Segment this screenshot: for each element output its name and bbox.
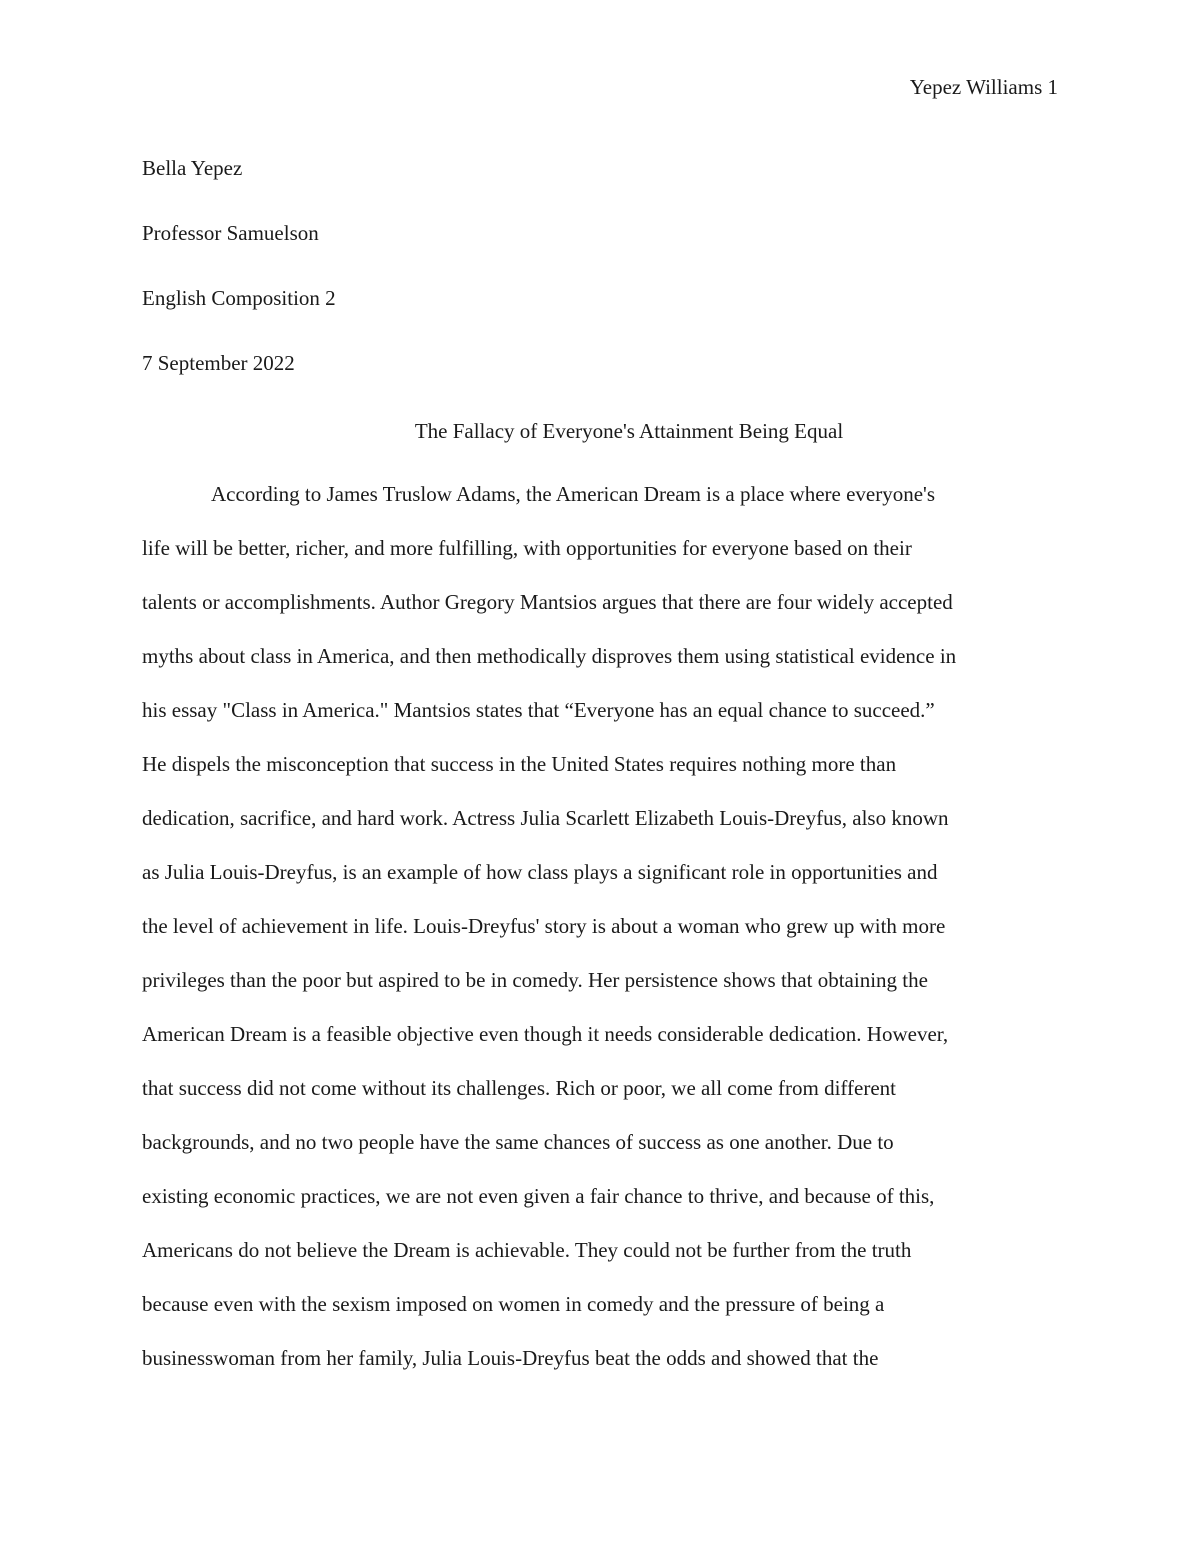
body-line: the level of achievement in life. Louis-Dreyfus' story is about a woman who grew up with more bbox=[142, 914, 946, 938]
student-name: Bella Yepez bbox=[142, 156, 243, 180]
body-line: He dispels the misconception that success in the United States requires nothing more than bbox=[142, 752, 897, 776]
body-line: existing economic practices, we are not even given a fair chance to thrive, and because of this, bbox=[142, 1184, 935, 1208]
body-line: According to James Truslow Adams, the American Dream is a place where everyone's bbox=[211, 482, 936, 506]
body-line: backgrounds, and no two people have the same chances of success as one another. Due to bbox=[142, 1130, 894, 1154]
body-line: as Julia Louis-Dreyfus, is an example of how class plays a significant role in opportunities and bbox=[142, 860, 938, 884]
course-name: English Composition 2 bbox=[142, 286, 336, 310]
body-line: that success did not come without its challenges. Rich or poor, we all come from different bbox=[142, 1076, 896, 1100]
body-line: privileges than the poor but aspired to be in comedy. Her persistence shows that obtaining the bbox=[142, 968, 928, 992]
body-line: American Dream is a feasible objective even though it needs considerable dedication. However, bbox=[142, 1022, 949, 1046]
body-paragraph bbox=[142, 481, 1072, 1399]
running-head: Yepez Williams 1 bbox=[909, 75, 1058, 99]
body-line: Americans do not believe the Dream is achievable. They could not be further from the truth bbox=[142, 1238, 912, 1262]
instructor-name: Professor Samuelson bbox=[142, 221, 319, 245]
paper-title: The Fallacy of Everyone's Attainment Being Equal bbox=[414, 419, 844, 443]
body-line: myths about class in America, and then methodically disproves them using statistical evidence in bbox=[142, 644, 957, 668]
body-line: his essay "Class in America." Mantsios states that “Everyone has an equal chance to succeed.” bbox=[142, 698, 935, 722]
paper-date: 7 September 2022 bbox=[142, 351, 295, 375]
body-line: life will be better, richer, and more fulfilling, with opportunities for everyone based on their bbox=[142, 536, 912, 560]
body-line: dedication, sacrifice, and hard work. Actress Julia Scarlett Elizabeth Louis-Dreyfus, also known bbox=[142, 806, 949, 830]
body-line: businesswoman from her family, Julia Louis-Dreyfus beat the odds and showed that the bbox=[142, 1346, 879, 1370]
body-line: talents or accomplishments. Author Gregory Mantsios argues that there are four widely accepted bbox=[142, 590, 953, 614]
mla-heading bbox=[142, 155, 1058, 415]
body-line: because even with the sexism imposed on women in comedy and the pressure of being a bbox=[142, 1292, 885, 1316]
